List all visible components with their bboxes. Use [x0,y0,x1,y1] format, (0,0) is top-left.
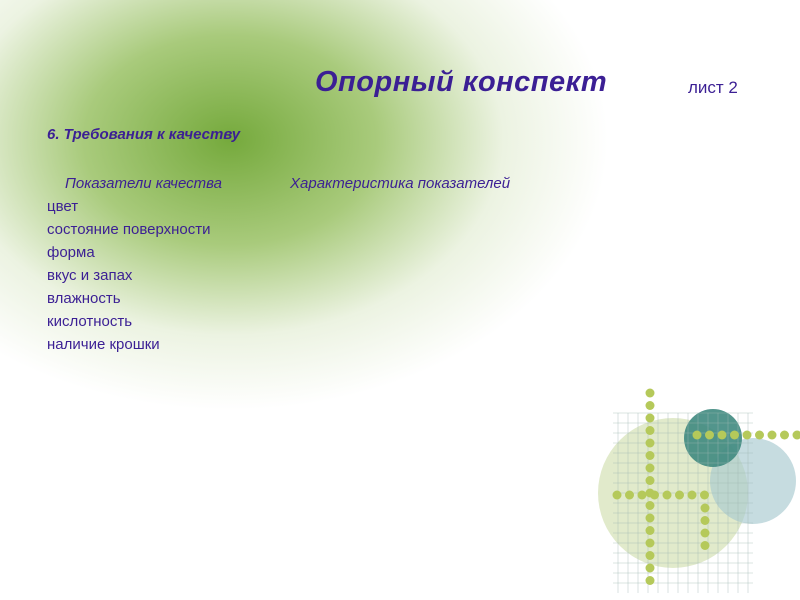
deco-dot [701,529,710,538]
deco-dot [646,576,655,585]
sheet-number: лист 2 [688,78,738,97]
circles-grid-graphic [593,383,800,600]
list-item: наличие крошки [47,336,160,353]
deco-dot [701,541,710,550]
deco-dot [646,539,655,548]
deco-dot [650,491,659,500]
indicator-list [47,195,211,356]
deco-dot [768,431,777,440]
deco-dot [646,426,655,435]
deco-dot [646,514,655,523]
column-header-indicators: Показатели качества [65,175,222,192]
deco-dot [743,431,752,440]
deco-dot [705,431,714,440]
deco-dot [700,491,709,500]
list-item: форма [47,244,95,261]
deco-dot [663,491,672,500]
list-item: состояние поверхности [47,221,211,238]
deco-dot [646,401,655,410]
deco-dot [701,516,710,525]
slide-title: Опорный конспект [315,66,608,98]
deco-dot [780,431,789,440]
deco-dot [646,476,655,485]
list-item: кислотность [47,313,133,330]
deco-dot [646,464,655,473]
deco-dot [675,491,684,500]
deco-dot [755,431,764,440]
deco-dot [730,431,739,440]
deco-dot [701,504,710,513]
deco-dot [688,491,697,500]
deco-dot [638,491,647,500]
deco-dot [613,491,622,500]
list-item: цвет [47,198,79,215]
deco-dot [646,414,655,423]
section-heading: 6. Требования к качеству [47,126,241,143]
deco-dot [646,526,655,535]
deco-dot [793,431,800,440]
deco-dot [646,439,655,448]
list-item: вкус и запах [47,267,133,284]
column-header-characteristics: Характеристика показателей [290,175,511,192]
deco-dot [646,551,655,560]
deco-dot [646,451,655,460]
deco-dot [693,431,702,440]
deco-dot [646,501,655,510]
deco-dot [646,389,655,398]
deco-dot [625,491,634,500]
list-item: влажность [47,290,121,307]
deco-dot [646,564,655,573]
deco-dot [718,431,727,440]
